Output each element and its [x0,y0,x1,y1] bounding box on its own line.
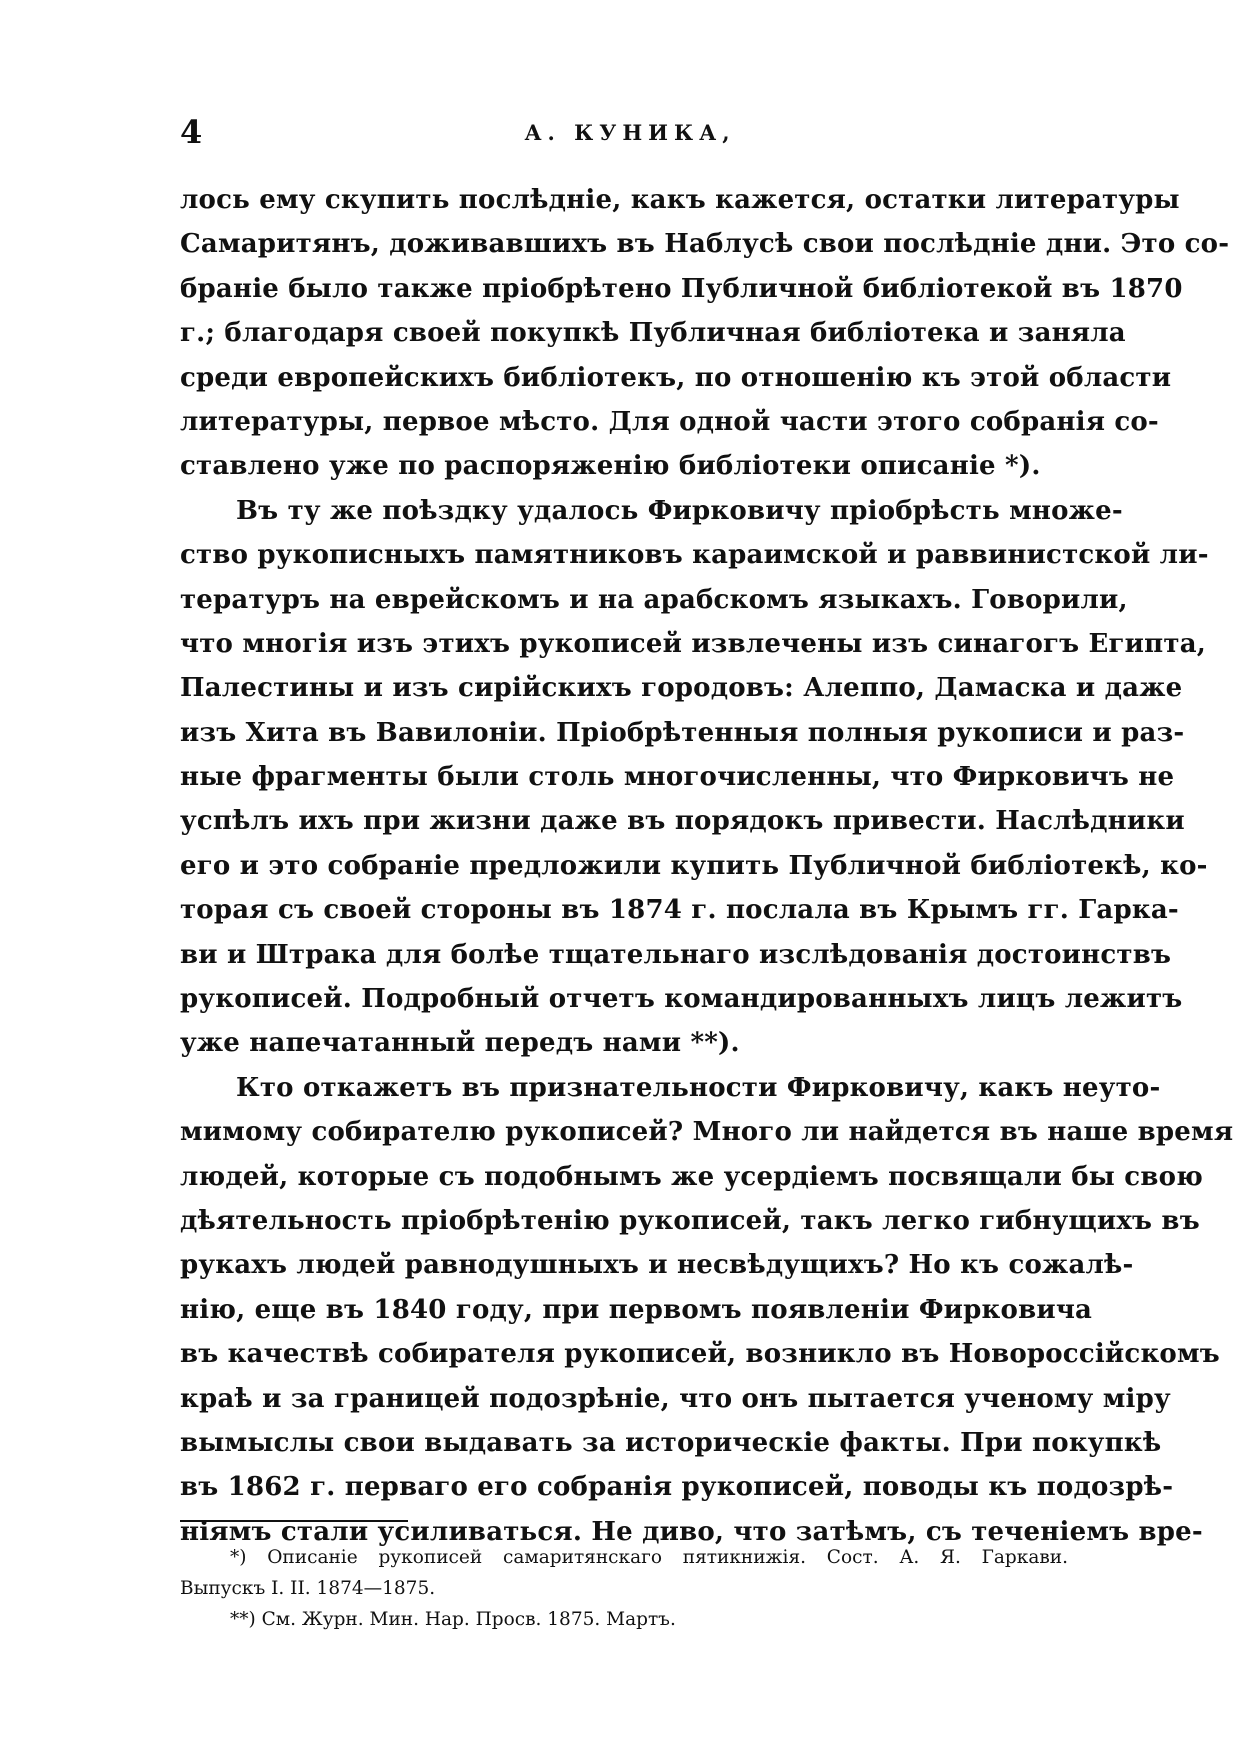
text-line: среди европейскихъ библіотекъ, по отношенію къ этой области [180,362,1172,393]
footnote-1 [180,1542,1068,1604]
footnote-line: *) Описаніе рукописей самаритянскаго пятикнижія. Сост. А. Я. Гаркави. [230,1547,1068,1568]
text-line: лось ему скупить послѣдніе, какъ кажется, остатки литературы [180,185,1180,215]
text-line: рукахъ людей равнодушныхъ и несвѣдущихъ? Но къ сожалѣ- [180,1250,1134,1281]
text-line: людей, которые съ подобнымъ же усердіемъ посвящали бы свою [180,1161,1203,1192]
text-line: Палестины и изъ сирійскихъ городовъ: Алеппо, Дамаска и даже [180,673,1183,704]
footnote-line: Выпускъ I. II. 1874—1875. [180,1578,436,1599]
text-line: уже напечатанный передъ нами **). [180,1028,740,1059]
text-line: изъ Хита въ Вавилоніи. Пріобрѣтенныя полныя рукописи и раз- [180,717,1185,748]
text-line: ство рукописныхъ памятниковъ караимской и раввинистской ли- [180,540,1209,571]
text-line: ви и Штрака для болѣе тщательнаго изслѣдованія достоинствъ [180,939,1172,970]
text-line: въ качествѣ собирателя рукописей, возникло въ Новороссійскомъ [180,1339,1220,1370]
text-line: мимому собирателю рукописей? Много ли найдется въ наше время [180,1117,1234,1148]
text-line: краѣ и за границей подозрѣніе, что онъ пытается ученому міру [180,1383,1171,1414]
text-line: успѣлъ ихъ при жизни даже въ порядокъ привести. Наслѣдники [180,806,1185,837]
text-line: вымыслы свои выдавать за историческіе факты. При покупкѣ [180,1427,1162,1458]
paragraph-1 [180,178,1230,489]
text-line: нію, еще въ 1840 году, при первомъ появленіи Фирковича [180,1294,1093,1325]
body-text [180,178,1234,1554]
paragraph-2 [180,489,1209,1066]
text-line: что многія изъ этихъ рукописей извлечены изъ синагогъ Египта, [180,628,1206,659]
text-line: г.; благодаря своей покупкѣ Публичная библіотека и заняла [180,318,1126,349]
text-line: его и это собраніе предложили купить Публичной библіотекѣ, ко- [180,850,1208,881]
footnote-line: **) См. Журн. Мин. Нар. Просв. 1875. Мартъ. [230,1609,676,1630]
footnote-2 [180,1604,1068,1635]
text-line: рукописей. Подробный отчетъ командированныхъ лицъ лежитъ [180,984,1183,1015]
text-line: въ 1862 г. перваго его собранія рукописей, поводы къ подозрѣ- [180,1472,1174,1503]
text-line: Кто откажетъ въ признательности Фирковичу, какъ неуто- [236,1072,1161,1103]
paragraph-3 [180,1066,1234,1554]
text-line: торая съ своей стороны въ 1874 г. послала въ Крымъ гг. Гарка- [180,895,1179,926]
text-line: литературы, первое мѣсто. Для одной части этого собранія со- [180,406,1159,437]
text-line: Въ ту же поѣздку удалось Фирковичу пріобрѣсть множе- [236,495,1123,526]
text-line: дѣятельность пріобрѣтенію рукописей, такъ легко гибнущихъ въ [180,1205,1200,1236]
text-line: ставлено уже по распоряженію библіотеки описаніе *). [180,451,1041,482]
text-line: Самаритянъ, доживавшихъ въ Наблусѣ свои послѣдніе дни. Это со- [180,229,1230,260]
page-number: 4 [180,113,203,151]
footnotes [180,1542,1068,1635]
text-line: ные фрагменты были столь многочисленны, что Фирковичъ не [180,762,1175,793]
text-line: браніе было также пріобрѣтено Публичной библіотекой въ 1870 [180,273,1183,304]
running-head: А. КУНИКА, [524,120,736,145]
text-line: тературъ на еврейскомъ и на арабскомъ языкахъ. Говорили, [180,584,1128,615]
text-line: ніямъ стали усиливаться. Не диво, что затѣмъ, съ теченіемъ вре- [180,1516,1203,1547]
footnote-divider [180,1520,408,1522]
